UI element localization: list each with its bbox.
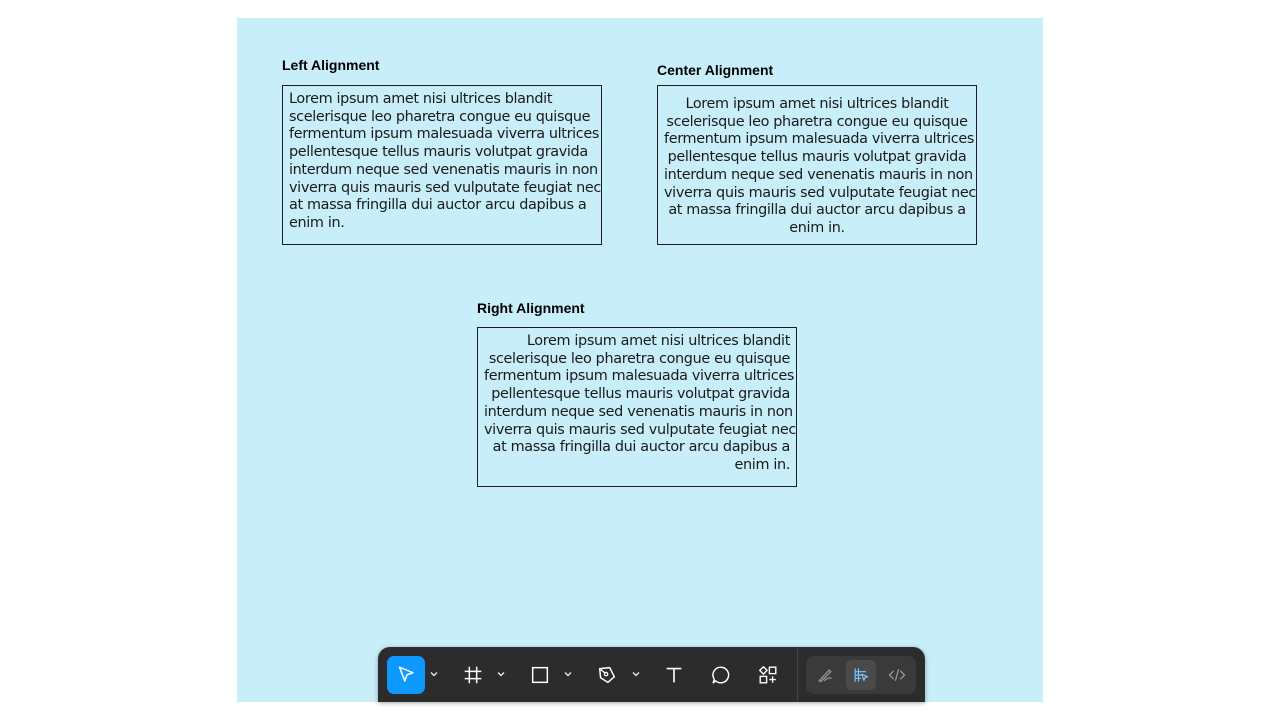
text-line: pellentesque tellus mauris volutpat gravida — [667, 149, 967, 166]
text-line: Lorem ipsum amet nisi ultrices blandit — [289, 91, 553, 107]
rectangle-icon — [529, 664, 551, 686]
text-line: viverra quis mauris sed vulputate feugiat nec — [289, 179, 601, 196]
text-line: interdum neque sed venenatis mauris in non — [484, 403, 793, 420]
text-line: pellentesque tellus mauris volutpat gravida — [491, 386, 790, 403]
text-line: Lorem ipsum amet nisi ultrices blandit — [685, 96, 949, 112]
chevron-down-icon — [497, 671, 505, 677]
text-line: fermentum ipsum malesuada viverra ultrices — [664, 131, 975, 148]
text-line: interdum neque sed venenatis mauris in non — [289, 161, 598, 178]
text-line: pellentesque tellus mauris volutpat gravida — [289, 144, 588, 161]
text-box-left-aligned[interactable] — [282, 85, 602, 245]
comment-tool-button[interactable] — [702, 656, 740, 694]
pen-tool-menu-caret[interactable] — [631, 669, 641, 679]
text-line: at massa fringilla dui auctor arcu dapibus a — [668, 202, 966, 219]
text-line: fermentum ipsum malesuada viverra ultrices — [484, 368, 795, 385]
text-line: Lorem ipsum amet nisi ultrices blandit — [526, 333, 790, 349]
mode-switcher — [806, 656, 916, 694]
design-mode-button[interactable] — [846, 660, 876, 690]
text-line: viverra quis mauris sed vulputate feugiat nec — [664, 184, 976, 201]
move-tool-menu-caret[interactable] — [429, 669, 439, 679]
draw-mode-icon — [815, 665, 835, 685]
section-heading-left: Left Alignment — [282, 57, 380, 73]
text-box-center-aligned[interactable] — [657, 85, 977, 245]
pen-icon — [596, 664, 618, 686]
text-tool-button[interactable] — [655, 656, 693, 694]
actions-icon — [757, 664, 779, 686]
design-frame[interactable] — [237, 18, 1043, 702]
text-line: scelerisque leo pharetra congue eu quisque — [289, 108, 591, 125]
toolbar-divider — [797, 647, 798, 702]
frame-tool-menu-caret[interactable] — [496, 669, 506, 679]
pen-tool-button[interactable] — [588, 656, 626, 694]
dev-mode-button[interactable] — [882, 660, 912, 690]
comment-icon — [710, 664, 732, 686]
draw-mode-button[interactable] — [810, 660, 840, 690]
design-mode-icon — [851, 665, 871, 685]
text-line: scelerisque leo pharetra congue eu quisque — [666, 113, 968, 130]
text-line: fermentum ipsum malesuada viverra ultrices — [289, 126, 600, 143]
chevron-down-icon — [632, 671, 640, 677]
text-line: enim in. — [289, 214, 345, 231]
move-arrow-icon — [395, 664, 417, 686]
frame-tool-button[interactable] — [454, 656, 492, 694]
chevron-down-icon — [564, 671, 572, 677]
actions-tool-button[interactable] — [749, 656, 787, 694]
move-tool-button[interactable] — [387, 656, 425, 694]
shape-tool-menu-caret[interactable] — [563, 669, 573, 679]
text-line: interdum neque sed venenatis mauris in non — [664, 166, 973, 183]
section-heading-center: Center Alignment — [657, 62, 774, 78]
chevron-down-icon — [430, 671, 438, 677]
shape-tool-button[interactable] — [521, 656, 559, 694]
frame-hash-icon — [462, 664, 484, 686]
text-line: at massa fringilla dui auctor arcu dapibus a — [492, 439, 790, 456]
text-box-right-aligned[interactable] — [477, 327, 797, 487]
text-line: at massa fringilla dui auctor arcu dapibus a — [289, 197, 587, 214]
text-line: enim in. — [734, 456, 790, 473]
text-line: viverra quis mauris sed vulputate feugiat nec — [484, 421, 796, 438]
bottom-toolbar — [378, 647, 925, 702]
dev-mode-icon — [887, 665, 907, 685]
text-line: enim in. — [789, 219, 845, 236]
section-heading-right: Right Alignment — [477, 300, 585, 316]
text-line: scelerisque leo pharetra congue eu quisque — [488, 350, 790, 367]
text-icon — [663, 664, 685, 686]
